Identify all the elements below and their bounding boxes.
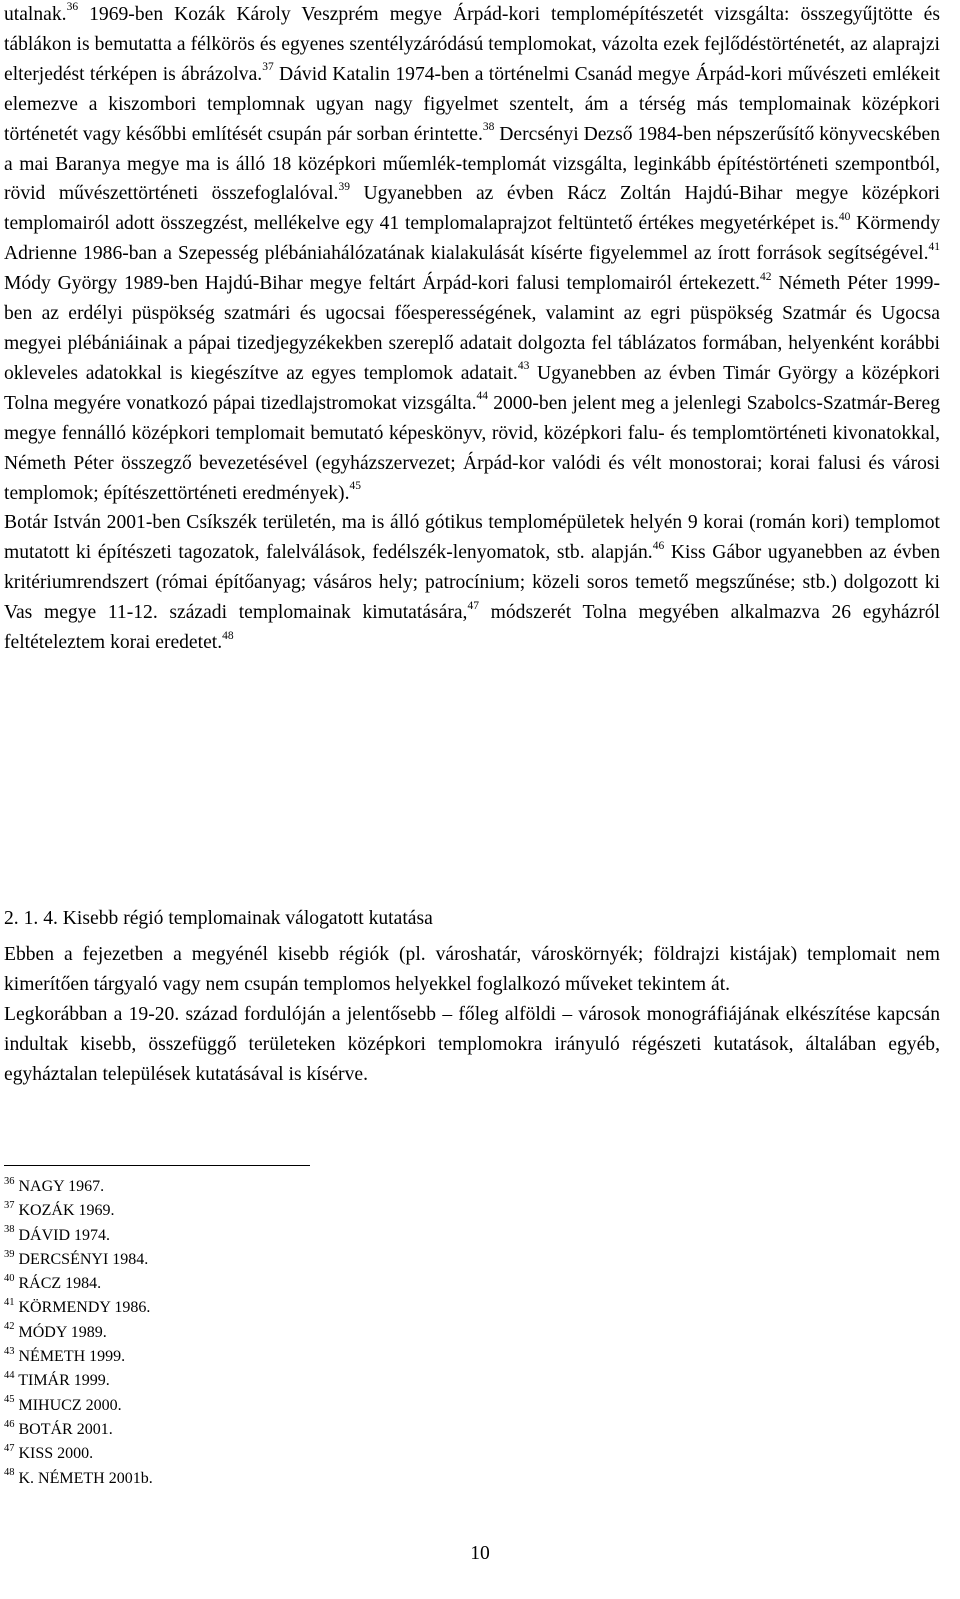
section-paragraph-1: Ebben a fejezetben a megyénél kisebb régiók (pl. városhatár, városkörnyék; földrajzi kistájak) templomait nem kimerítően tárgyaló vagy nem csupán templomos helyekkel foglalkozó műveket tekintem át. xyxy=(4,944,940,995)
footnote-marker[interactable]: 44 xyxy=(476,390,488,403)
text-run: Ugyanebben az évben Rácz Zoltán Hajdú-Bihar megye középkori templomairól adott összegzést, mellékelve egy 41 templomalaprajzot feltüntető értékes megyetérképet is. xyxy=(4,183,940,235)
footnote-item xyxy=(4,1418,604,1442)
footnote-marker[interactable]: 37 xyxy=(262,61,274,74)
footnote-number: 40 xyxy=(4,1272,15,1284)
footnote-text: KOZÁK 1969. xyxy=(14,1202,115,1220)
footnote-item xyxy=(4,1175,604,1199)
footnote-text: RÁCZ 1984. xyxy=(14,1275,102,1293)
footnote-number: 39 xyxy=(4,1248,15,1260)
footnote-text: NAGY 1967. xyxy=(14,1178,105,1195)
section-body xyxy=(4,940,940,1090)
footnote-marker[interactable]: 41 xyxy=(928,240,940,253)
footnote-marker[interactable]: 45 xyxy=(349,479,361,492)
footnote-text: MÓDY 1989. xyxy=(14,1323,107,1341)
footnote-number: 37 xyxy=(4,1199,15,1211)
footnote-number: 43 xyxy=(4,1345,15,1357)
footnote-separator xyxy=(4,1165,310,1166)
footnote-item xyxy=(4,1272,604,1296)
footnote-item xyxy=(4,1199,604,1223)
footnote-item xyxy=(4,1321,604,1345)
footnote-marker[interactable]: 42 xyxy=(759,270,772,283)
footnote-number: 36 xyxy=(4,1175,15,1187)
footnotes-list xyxy=(4,1175,604,1491)
text-run: Dercsényi Dezső 1984-ben népszerűsítő könyvecskében a mai Baranya megye ma is álló 18 középkori műemlék-templomát vizsgálta, leginkább építéstörténeti szempontból, rövid művészettörténeti összefoglalóval. xyxy=(4,123,940,205)
text-run: 2000-ben jelent meg a jelenlegi Szabolcs-Szatmár-Bereg megye fennálló középkori templomait bemutató képeskönyv, rövid, középkori falu- és templomtörténeti kivonatokkal, Németh Péter összegző bevezetésével (egyházszervezet; Árpád-kor valódi és vélt monostorai; korai falusi és városi templomok; építészettörténeti eredmények). xyxy=(4,392,941,504)
footnote-marker[interactable]: 40 xyxy=(838,210,851,223)
footnote-number: 47 xyxy=(4,1442,15,1454)
footnote-marker[interactable]: 43 xyxy=(517,360,530,373)
text-run: Módy György 1989-ben Hajdú-Bihar megye feltárt Árpád-kori falusi templomairól értekezett. xyxy=(4,273,760,295)
footnote-item xyxy=(4,1369,604,1393)
footnote-item xyxy=(4,1345,604,1369)
text-run: Ugyanebben az évben Timár György a középkori Tolna megyére vonatkozó pápai tizedlajstromokat vizsgálta. xyxy=(4,362,940,414)
text-run: Körmendy Adrienne 1986-ban a Szepesség plébániahálózatának kialakulását kísérte figyelemmel az írott források segítségével. xyxy=(4,213,940,265)
footnote-marker[interactable]: 39 xyxy=(338,180,350,193)
footnote-marker[interactable]: 36 xyxy=(66,1,79,14)
footnote-number: 38 xyxy=(4,1224,15,1236)
footnote-text: DERCSÉNYI 1984. xyxy=(14,1250,149,1268)
footnote-number: 41 xyxy=(4,1297,15,1309)
footnote-marker[interactable]: 38 xyxy=(482,121,495,134)
footnote-text: DÁVID 1974. xyxy=(14,1226,111,1244)
text-run: Botár István 2001-ben Csíkszék területén, ma is álló gótikus templomépületek helyén 9 korai (román kori) templomot mutatott ki építészeti tagozatok, falelválások, fedélszék-lenyomatok, stb. alapján. xyxy=(4,512,940,564)
footnote-marker[interactable]: 47 xyxy=(467,599,479,612)
footnote-text: TIMÁR 1999. xyxy=(14,1372,110,1390)
footnote-text: K. NÉMETH 2001b. xyxy=(14,1469,153,1487)
page-number: 10 xyxy=(470,1543,490,1564)
footnote-number: 45 xyxy=(4,1394,15,1406)
section-paragraph-2: Legkorábban a 19-20. század fordulóján a jelentősebb – főleg alföldi – városok monográfiájának elkészítése kapcsán indultak kisebb, összefüggő területeken középkori templomokra irányuló régészeti kutatások, általában egyéb, egyháztalan települések kutatásával is kísérve. xyxy=(4,1003,940,1085)
text-run: Németh Péter 1999-ben az erdélyi püspökség szatmári és ugocsai főesperességének, valamint az egri püspökség Szatmár és Ugocsa megyei plébániáinak a pápai tizedjegyzékekben szereplő adatait dolgozta fel táblázatos formában, helyenként korábbi okleveles adatokkal is kiegészítve az egyes templomok adatait. xyxy=(4,273,940,384)
footnote-text: KISS 2000. xyxy=(14,1445,94,1463)
footnote-number: 48 xyxy=(4,1467,15,1479)
footnote-item xyxy=(4,1394,604,1418)
footnote-number: 46 xyxy=(4,1418,15,1430)
footnote-item xyxy=(4,1248,604,1272)
body-text xyxy=(4,508,940,658)
footnote-text: NÉMETH 1999. xyxy=(14,1348,126,1366)
footnote-marker[interactable]: 48 xyxy=(222,629,234,642)
footnote-item xyxy=(4,1224,604,1248)
footnote-item xyxy=(4,1442,604,1466)
footnote-item xyxy=(4,1296,604,1320)
body-text xyxy=(4,0,940,508)
footnote-marker[interactable]: 46 xyxy=(652,539,665,552)
text-run: módszerét Tolna megyében alkalmazva 26 egyházról feltételeztem korai eredetet. xyxy=(4,602,940,654)
footnote-text: MIHUCZ 2000. xyxy=(14,1396,122,1414)
text-run: Kiss Gábor ugyanebben az évben kritériumrendszert (római építőanyag; vásáros hely; patrocínium; közeli soros temető megszűnése; stb.) dolgozott ki Vas megye 11-12. századi templomainak kimutatására, xyxy=(4,542,941,624)
text-run: 1969-ben Kozák Károly Veszprém megye Árpád-kori templomépítészetét vizsgálta: összegyűjtötte és táblákon is bemutatta a félkörös és egyenes szentélyzáródású templomokat, vázolta ezek fejlődéstörténetét, az alaprajzi elterjedést térképen is ábrázolva. xyxy=(4,4,940,85)
footnote-number: 42 xyxy=(4,1321,15,1333)
section-heading: 2. 1. 4. Kisebb régió templomainak válogatott kutatása xyxy=(4,908,433,929)
main-paragraph xyxy=(4,0,940,658)
footnote-text: BOTÁR 2001. xyxy=(14,1420,113,1438)
text-run: utalnak. xyxy=(4,4,67,25)
footnote-text: KÖRMENDY 1986. xyxy=(14,1299,151,1317)
footnote-number: 44 xyxy=(4,1370,15,1382)
footnote-item xyxy=(4,1467,604,1491)
text-run: Dávid Katalin 1974-ben a történelmi Csanád megye Árpád-kori művészeti emlékeit elemezve a kiszombori templomnak ugyan nagy figyelmet szentelt, ám a térség más templomainak középkori történetét vagy későbbi említését csupán pár sorban érintette. xyxy=(4,63,940,145)
